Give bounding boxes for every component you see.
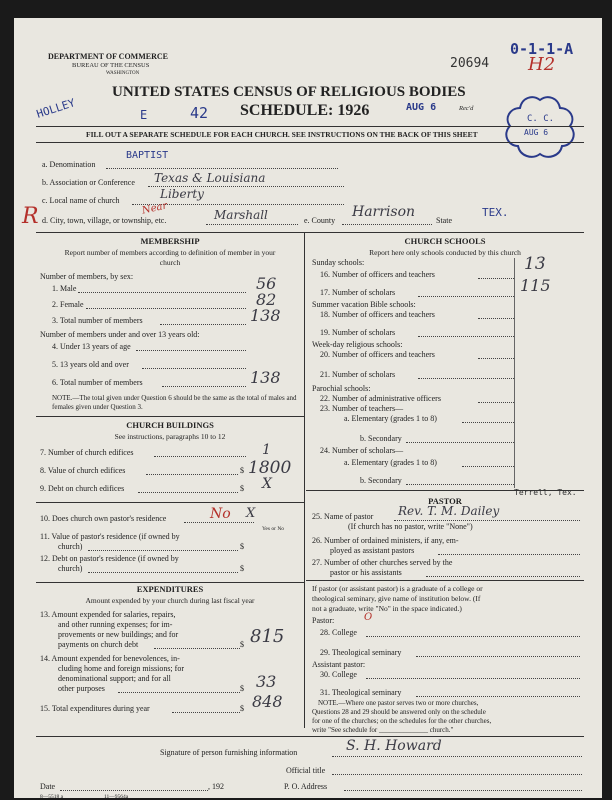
q26-label-2: ployed as assistant pastors	[330, 546, 415, 555]
expenditures-subtitle: Amount expended by your church during last fiscal year	[85, 596, 255, 605]
q14-label-4: other purposes	[58, 684, 105, 693]
q13-label-3: provements or new buildings; and for	[58, 630, 179, 639]
q27-label-2: pastor or his assistants	[330, 568, 402, 577]
q16-value: 13	[524, 254, 546, 274]
schools-title: CHURCH SCHOOLS	[404, 236, 486, 246]
q31-label: 31. Theological seminary	[320, 688, 402, 697]
pastor-sub-label: Pastor:	[312, 616, 335, 625]
denomination-value: BAPTIST	[126, 150, 169, 161]
q9-label: 9. Debt on church edifices	[40, 484, 125, 493]
pastor-note-2: Questions 28 and 29 should be answered only on the schedule	[312, 708, 486, 716]
form-title: UNITED STATES CENSUS OF RELIGIOUS BODIES	[112, 84, 466, 100]
q26-label-1: 26. Number of ordained ministers, if any, em-	[312, 536, 459, 545]
q25-note: (If church has no pastor, write "None")	[348, 522, 473, 531]
q27-label-1: 27. Number of other churches served by the	[312, 558, 453, 567]
q23b-label: b. Secondary	[360, 434, 402, 443]
sex-label: Number of members, by sex:	[40, 272, 134, 281]
q19-label: 19. Number of scholars	[320, 328, 396, 337]
county-label: e. County	[304, 216, 336, 225]
sunday-label: Sunday schools:	[312, 258, 365, 267]
print-number: 11—9564a	[104, 794, 129, 798]
q15-dollar: $	[240, 704, 244, 713]
schedule-title: SCHEDULE: 1926	[240, 102, 370, 119]
city-label: d. City, town, village, or township, etc.	[42, 216, 167, 225]
q7-label: 7. Number of church edifices	[40, 448, 134, 457]
q8-label: 8. Value of church edifices	[40, 466, 126, 475]
form-code: 0-1-1-A	[510, 40, 574, 58]
q24a-label: a. Elementary (grades 1 to 8)	[344, 458, 437, 467]
instruction-line: FILL OUT A SEPARATE SCHEDULE FOR EACH CHURCH. SEE INSTRUCTIONS ON THE BACK OF THIS SHEET	[86, 130, 478, 139]
pastor-note-1: NOTE.—Where one pastor serves two or more churches,	[318, 699, 479, 707]
po-address-label: P. O. Address	[284, 782, 328, 791]
buildings-subtitle: See instructions, paragraphs 10 to 12	[114, 432, 226, 441]
signature-value: S. H. Howard	[346, 738, 442, 754]
q13-dollar: $	[240, 640, 244, 649]
q18-label: 18. Number of officers and teachers	[320, 310, 435, 319]
parochial-label: Parochial schools:	[312, 384, 371, 393]
association-label: b. Association or Conference	[42, 178, 135, 187]
schedule-number: 42	[190, 104, 209, 122]
q11-label-1: 11. Value of pastor's residence (if owned by	[40, 532, 180, 541]
city-value: Marshall	[214, 208, 268, 222]
q20-label: 20. Number of officers and teachers	[320, 350, 435, 359]
expenditures-title: EXPENDITURES	[136, 584, 204, 594]
form-number: 8—5518 a	[40, 794, 64, 798]
q9-dollar: $	[240, 484, 244, 493]
state-value: TEX.	[482, 206, 509, 219]
date-year: , 192	[208, 782, 224, 791]
q23-label: 23. Number of teachers—	[320, 404, 404, 413]
q13-label-4: payments on church debt	[58, 640, 139, 649]
q22-label: 22. Number of administrative officers	[320, 394, 441, 403]
q12-label-2: church)	[58, 564, 83, 573]
summer-label: Summer vacation Bible schools:	[312, 300, 416, 309]
q13-label-2: and other running expenses; for im-	[58, 620, 173, 629]
q30-label: 30. College	[320, 670, 357, 679]
state-label: State	[436, 216, 452, 225]
graduate-note-3: not a graduate, write "No" in the space indicated.)	[312, 604, 462, 613]
q15-value: 848	[252, 692, 283, 711]
association-value: Texas & Louisiana	[154, 171, 266, 185]
pastor-note-3: for one of the churches; on the schedules for the other churches,	[312, 717, 492, 725]
church-name-label: c. Local name of church	[42, 196, 120, 205]
q14-label-2: cluding home and foreign missions; for	[58, 664, 184, 673]
red-mark: R	[22, 204, 39, 229]
denomination-label: a. Denomination	[42, 160, 96, 169]
q11-dollar: $	[240, 542, 244, 551]
received-label: Rec'd	[459, 105, 474, 112]
q13-label-1: 13. Amount expended for salaries, repairs,	[40, 610, 176, 619]
q14-label-1: 14. Amount expended for benevolences, in-	[40, 654, 180, 663]
q21-label: 21. Number of scholars	[320, 370, 396, 379]
q9-value: X	[262, 476, 272, 492]
q25-label: 25. Name of pastor	[312, 512, 374, 521]
q12-dollar: $	[240, 564, 244, 573]
county-value: Harrison	[352, 204, 416, 220]
serial-number: 20694	[450, 56, 490, 71]
q28-label: 28. College	[320, 628, 357, 637]
q3-value: 138	[250, 306, 281, 325]
q8-dollar: $	[240, 466, 244, 475]
membership-title: MEMBERSHIP	[140, 236, 200, 246]
buildings-title: CHURCH BUILDINGS	[126, 420, 214, 430]
q14-value: 33	[256, 672, 277, 691]
q10-label: 10. Does church own pastor's residence	[40, 514, 167, 523]
graduate-note-2: theological seminary, give name of institution below. (If	[312, 594, 481, 603]
q1-label: 1. Male	[52, 284, 77, 293]
age-label: Number of members under and over 13 years old:	[40, 330, 200, 339]
q29-label: 29. Theological seminary	[320, 648, 402, 657]
q5-label: 5. 13 years old and over	[52, 360, 129, 369]
pastor-mark: O	[364, 612, 373, 623]
q3-label: 3. Total number of members	[52, 316, 143, 325]
membership-note: NOTE.—The total given under Question 6 should be the same as the total of males and females given under Question 3.	[52, 394, 297, 411]
red-scrawl: Near	[141, 200, 169, 217]
pastor-title: PASTOR	[428, 496, 462, 506]
holley-stamp: HOLLEY	[34, 96, 77, 121]
schools-subtitle: Report here only schools conducted by this church	[369, 248, 521, 257]
q17-label: 17. Number of scholars	[320, 288, 396, 297]
official-title-label: Official title	[286, 766, 326, 775]
q17-value: 115	[520, 276, 551, 295]
bureau: BUREAU OF THE CENSUS	[72, 62, 150, 69]
q24b-label: b. Secondary	[360, 476, 402, 485]
q12-label-1: 12. Debt on pastor's residence (if owned by	[40, 554, 179, 563]
q2-label: 2. Female	[52, 300, 84, 309]
q25-value: Rev. T. M. Dailey	[398, 504, 500, 518]
cc-stamp-date: AUG 6	[524, 128, 549, 137]
marker: E	[140, 108, 148, 122]
city: WASHINGTON	[106, 71, 140, 76]
church-name-value: Liberty	[160, 187, 204, 201]
membership-subtitle: Report number of members according to definition of member in your church	[64, 248, 276, 267]
q11-label-2: church)	[58, 542, 83, 551]
q4-label: 4. Under 13 years of age	[52, 342, 131, 351]
q2-value: 82	[256, 290, 277, 309]
q13-value: 815	[250, 626, 285, 647]
pastor-note-4: write "See schedule for ______________ church."	[312, 726, 454, 734]
handwritten-code: H2	[528, 54, 556, 75]
q15-label: 15. Total expenditures during year	[40, 704, 150, 713]
q1-value: 56	[256, 274, 277, 293]
q7-value: 1	[262, 442, 271, 458]
q16-label: 16. Number of officers and teachers	[320, 270, 435, 279]
received-date: AUG 6	[406, 102, 437, 113]
q23a-label: a. Elementary (grades 1 to 8)	[344, 414, 437, 423]
graduate-note-1: If pastor (or assistant pastor) is a graduate of a college or	[312, 584, 483, 593]
q8-value: 1800	[248, 458, 292, 478]
assistant-pastor-label: Assistant pastor:	[312, 660, 366, 669]
q14-dollar: $	[240, 684, 244, 693]
signature-label: Signature of person furnishing information	[160, 748, 298, 757]
weekday-label: Week-day religious schools:	[312, 340, 403, 349]
q24-label: 24. Number of scholars—	[320, 446, 404, 455]
yes-no-hint: Yes or No	[262, 526, 285, 532]
q10-value: No	[210, 506, 231, 522]
cc-stamp-label: C. C.	[527, 114, 555, 124]
department: DEPARTMENT OF COMMERCE	[48, 52, 169, 61]
census-form	[14, 18, 602, 798]
q10-x: X	[246, 506, 256, 521]
q6-label: 6. Total number of members	[52, 378, 143, 387]
q14-label-3: denominational support; and for all	[58, 674, 171, 683]
q6-value: 138	[250, 368, 281, 387]
pastor-location: Terrell, Tex.	[514, 488, 577, 497]
date-label: Date	[40, 782, 56, 791]
